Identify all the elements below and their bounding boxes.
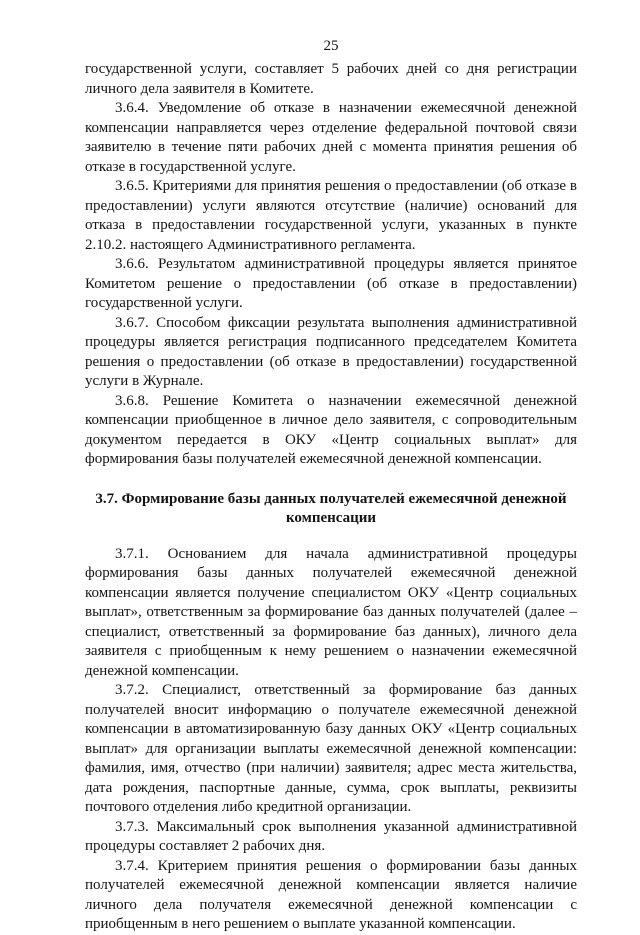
paragraph: 3.7.1. Основанием для начала административной процедуры формирования базы данных получателей ежемесячной денежной компенсации является получение специалистом ОКУ «Центр социальных выплат», ответственным за формирование баз данных получателей (далее – специалист, ответственный за формирование баз данных), личного дела заявителя с приобщенным к нему решением о назначении ежемесячной денежной компенсации. xyxy=(85,545,577,679)
paragraph: государственной услуги, составляет 5 рабочих дней со дня регистрации личного дела заявителя в Комитете. xyxy=(85,61,577,97)
paragraph: 3.6.7. Способом фиксации результата выполнения административной процедуры является регистрация подписанного председателем Комитета решения о предоставлении (об отказе в предоставлении) государственной услуги в Журнале. xyxy=(85,314,577,389)
paragraphs-top xyxy=(85,60,577,470)
document-page xyxy=(85,36,577,935)
paragraphs-bottom xyxy=(85,545,577,935)
paragraph: 3.6.8. Решение Комитета о назначении ежемесячной денежной компенсации приобщенное в личное дело заявителя, с сопроводительным документом передается в ОКУ «Центр социальных выплат» для формирования базы получателей ежемесячной денежной компенсации. xyxy=(85,392,577,467)
page-number: 25 xyxy=(323,38,339,54)
section-title: 3.7. Формирование базы данных получателей ежемесячной денежной компенсации xyxy=(95,490,567,526)
paragraph: 3.6.5. Критериями для принятия решения о предоставлении (об отказе в предоставлении) услуги являются отсутствие (наличие) оснований для отказа в предоставлении государственной услуги, указанных в пункте 2.10.2. настоящего Административного регламента. xyxy=(85,178,577,253)
paragraph: 3.6.4. Уведомление об отказе в назначении ежемесячной денежной компенсации направляется через отделение федеральной почтовой связи заявителю в течение пяти рабочих дней с момента принятия решения об отказе в государственной услуге. xyxy=(85,100,577,175)
paragraph: 3.7.4. Критерием принятия решения о формировании базы данных получателей ежемесячной денежной компенсации является наличие личного дела получателя ежемесячной денежной компенсации с приобщенным в него решением о выплате указанной компенсации. xyxy=(85,857,577,932)
paragraph: 3.6.6. Результатом административной процедуры является принятое Комитетом решение о предоставлении (об отказе в предоставлении) государственной услуги. xyxy=(85,256,577,311)
paragraph: 3.7.3. Максимальный срок выполнения указанной административной процедуры составляет 2 рабочих дня. xyxy=(85,818,577,854)
paragraph: 3.7.2. Специалист, ответственный за формирование баз данных получателей вносит информацию о получателе ежемесячной денежной компенсации в автоматизированную базу данных ОКУ «Центр социальных выплат» для организации выплаты ежемесячной денежной компенсации: фамилия, имя, отчество (при наличии) заявителя; адрес места жительства, дата рождения, паспортные данные, сумма, срок выплаты, реквизиты почтового отделения либо кредитной организации. xyxy=(85,682,577,815)
